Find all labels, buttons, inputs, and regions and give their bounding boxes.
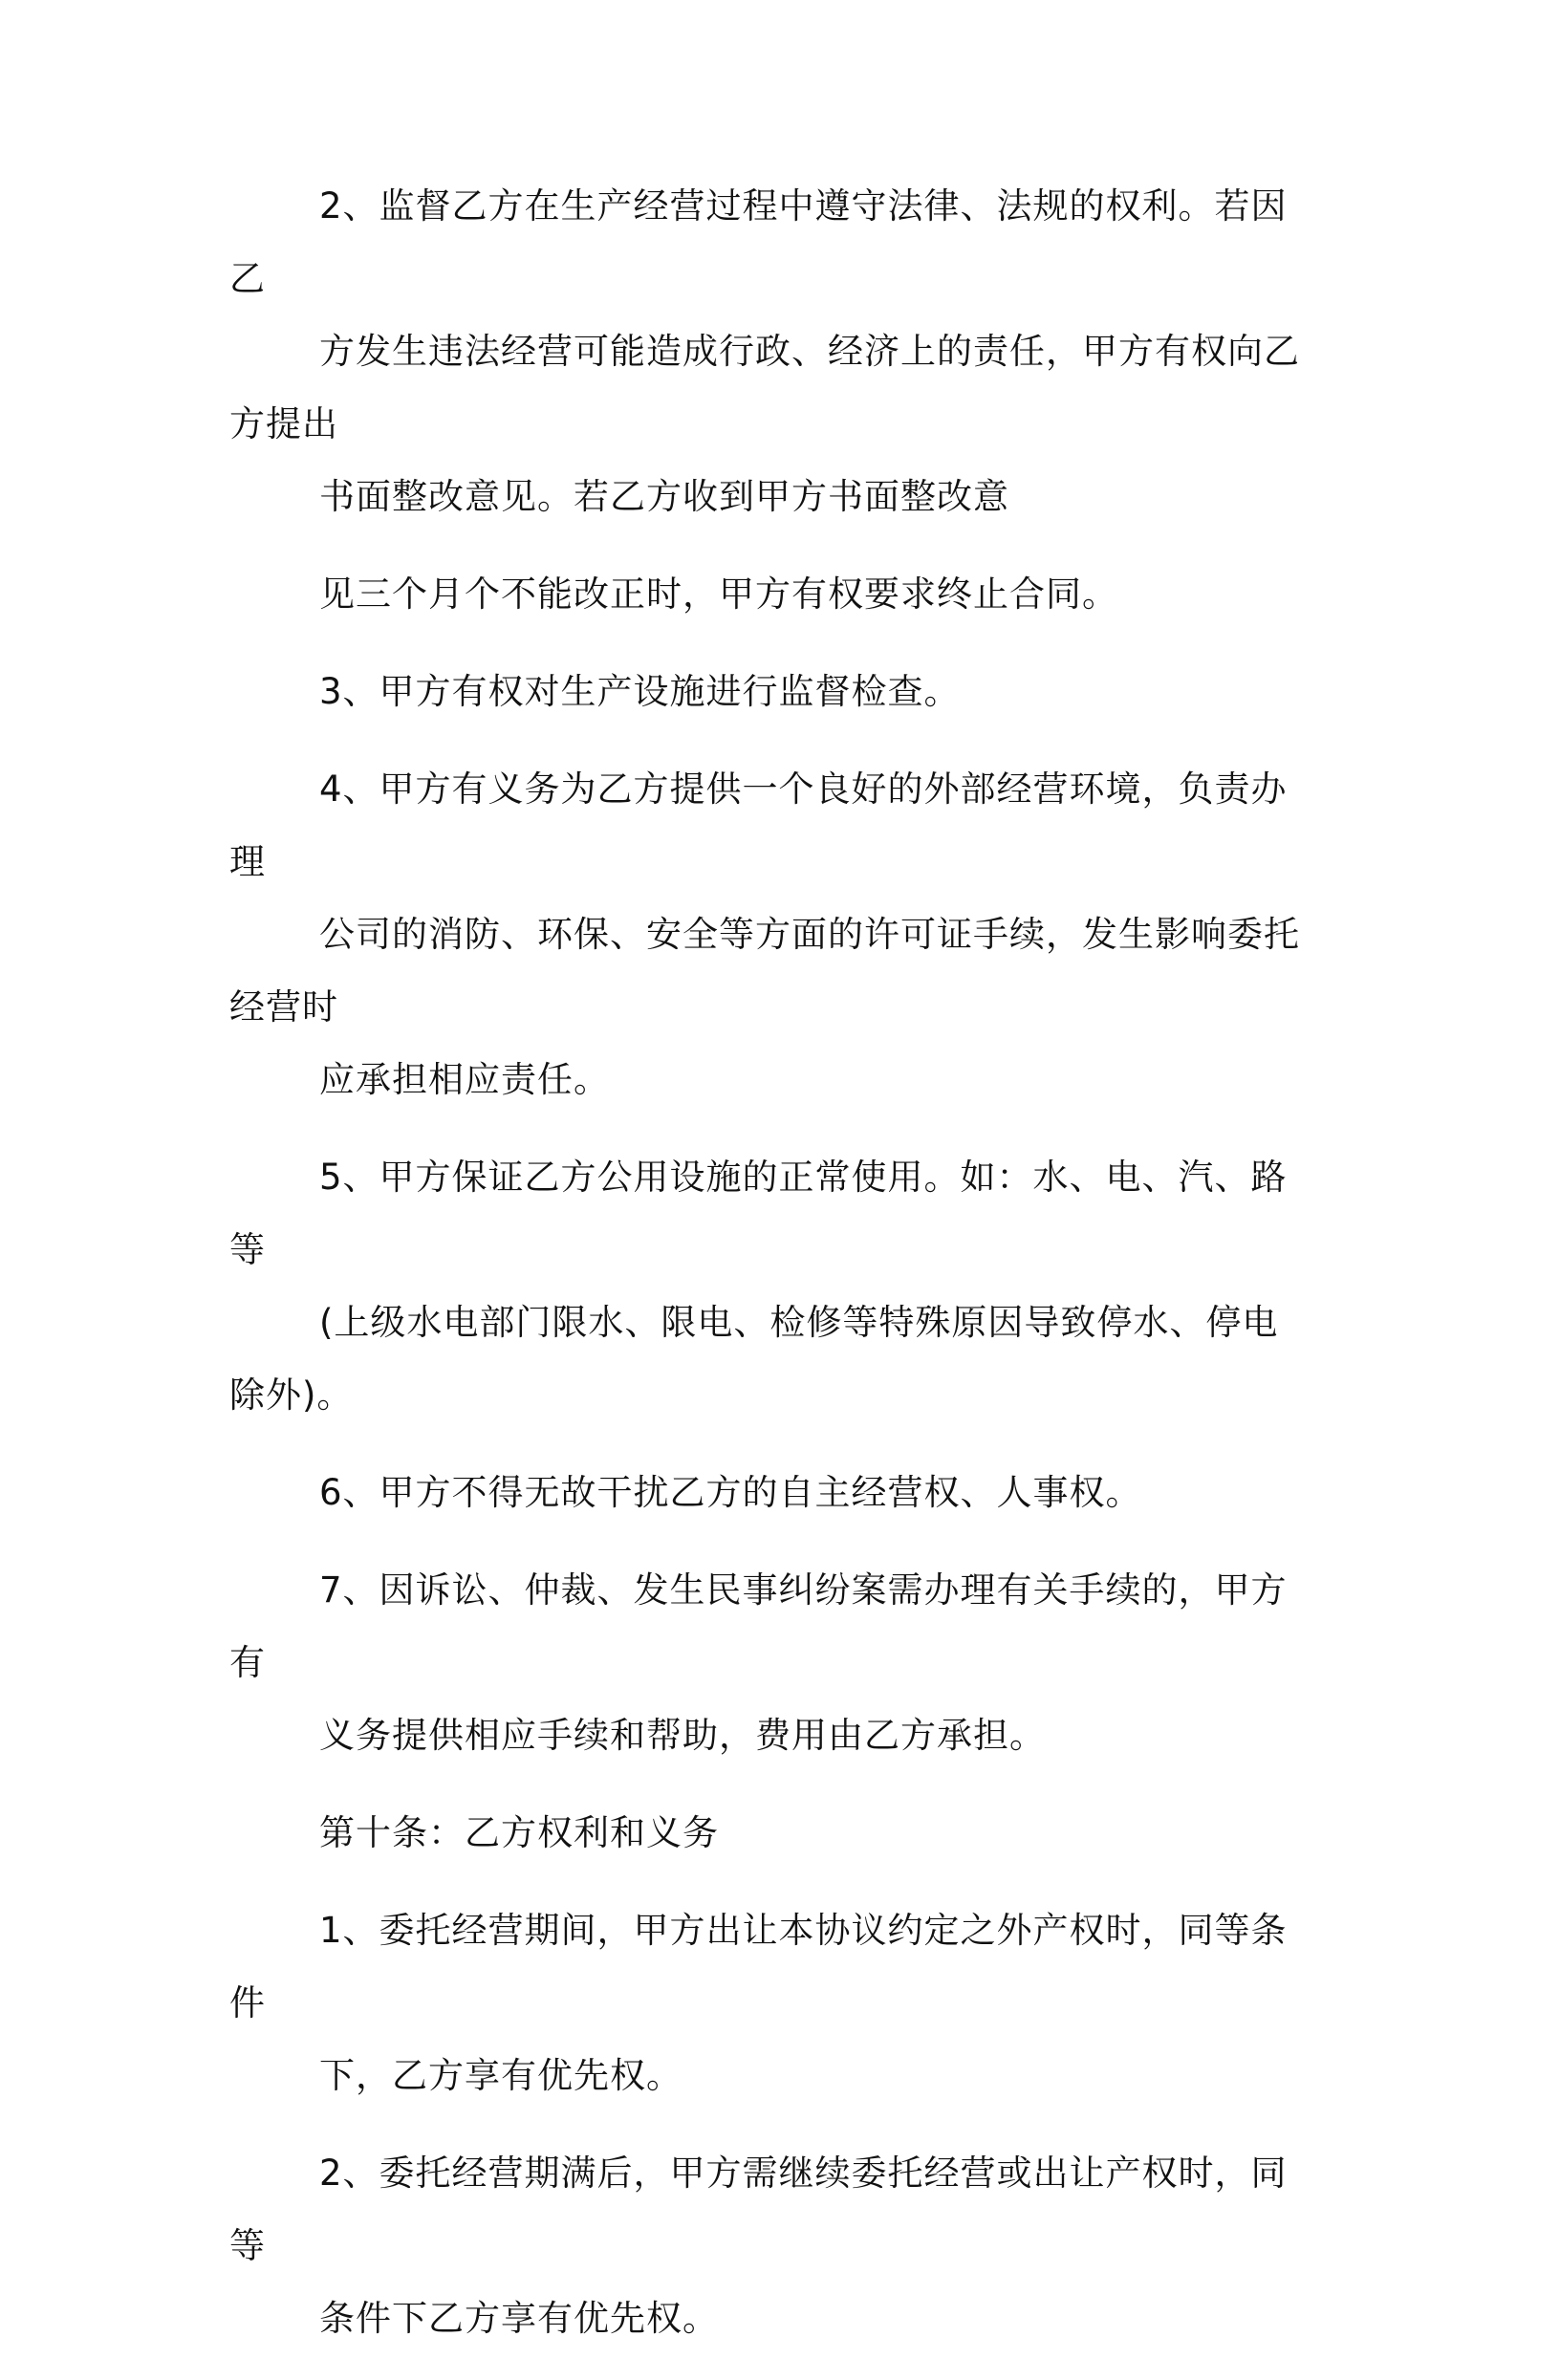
paragraph-utilities-guarantee	[229, 1141, 1300, 1432]
text-line: 书面整改意见。若乙方收到甲方书面整改意	[319, 476, 1009, 517]
text-line: 1、委托经营期间，甲方出让本协议约定之外产权时，同等条件	[229, 1910, 1288, 2023]
text-line: 应承担相应责任。	[319, 1059, 610, 1100]
text-line: 5、甲方保证乙方公用设施的正常使用。如：水、电、汽、路等	[229, 1157, 1288, 1270]
paragraph-litigation-assistance	[229, 1554, 1300, 1772]
text-line: 第十条：乙方权利和义务	[319, 1812, 719, 1853]
paragraph-priority-right-during-term	[229, 1894, 1300, 2112]
paragraph-no-interference	[229, 1457, 1300, 1529]
text-line: 3、甲方有权对生产设施进行监督检查。	[319, 671, 961, 712]
text-line: 2、委托经营期满后，甲方需继续委托经营或出让产权时，同等	[229, 2153, 1288, 2266]
paragraph-inspection-right	[229, 656, 1300, 728]
paragraph-priority-right-after-term	[229, 2137, 1300, 2355]
text-line: 2、监督乙方在生产经营过程中遵守法律、法规的权利。若因乙	[229, 185, 1288, 299]
text-line: 方发生违法经营可能造成行政、经济上的责任，甲方有权向乙方提出	[229, 331, 1300, 444]
paragraph-terminate-contract	[229, 558, 1300, 631]
text-line: 7、因诉讼、仲裁、发生民事纠纷案需办理有关手续的，甲方有	[229, 1569, 1288, 1683]
paragraph-supervise-compliance	[229, 170, 1300, 533]
text-line: 4、甲方有义务为乙方提供一个良好的外部经营环境，负责办理	[229, 768, 1288, 882]
text-line: 见三个月个不能改正时，甲方有权要求终止合同。	[319, 573, 1118, 615]
text-line: 下，乙方享有优先权。	[319, 2055, 682, 2096]
text-line: 义务提供相应手续和帮助，费用由乙方承担。	[319, 1715, 1046, 1756]
text-line: (上级水电部门限水、限电、检修等特殊原因导致停水、停电除外)。	[229, 1302, 1279, 1416]
text-line: 公司的消防、环保、安全等方面的许可证手续，发生影响委托经营时	[229, 914, 1300, 1028]
section-heading-article-10	[229, 1797, 1300, 1870]
text-line: 条件下乙方享有优先权。	[319, 2298, 719, 2339]
text-line: 6、甲方不得无故干扰乙方的自主经营权、人事权。	[319, 1472, 1142, 1513]
document-body	[229, 170, 1300, 2380]
paragraph-environment-obligation	[229, 753, 1300, 1116]
